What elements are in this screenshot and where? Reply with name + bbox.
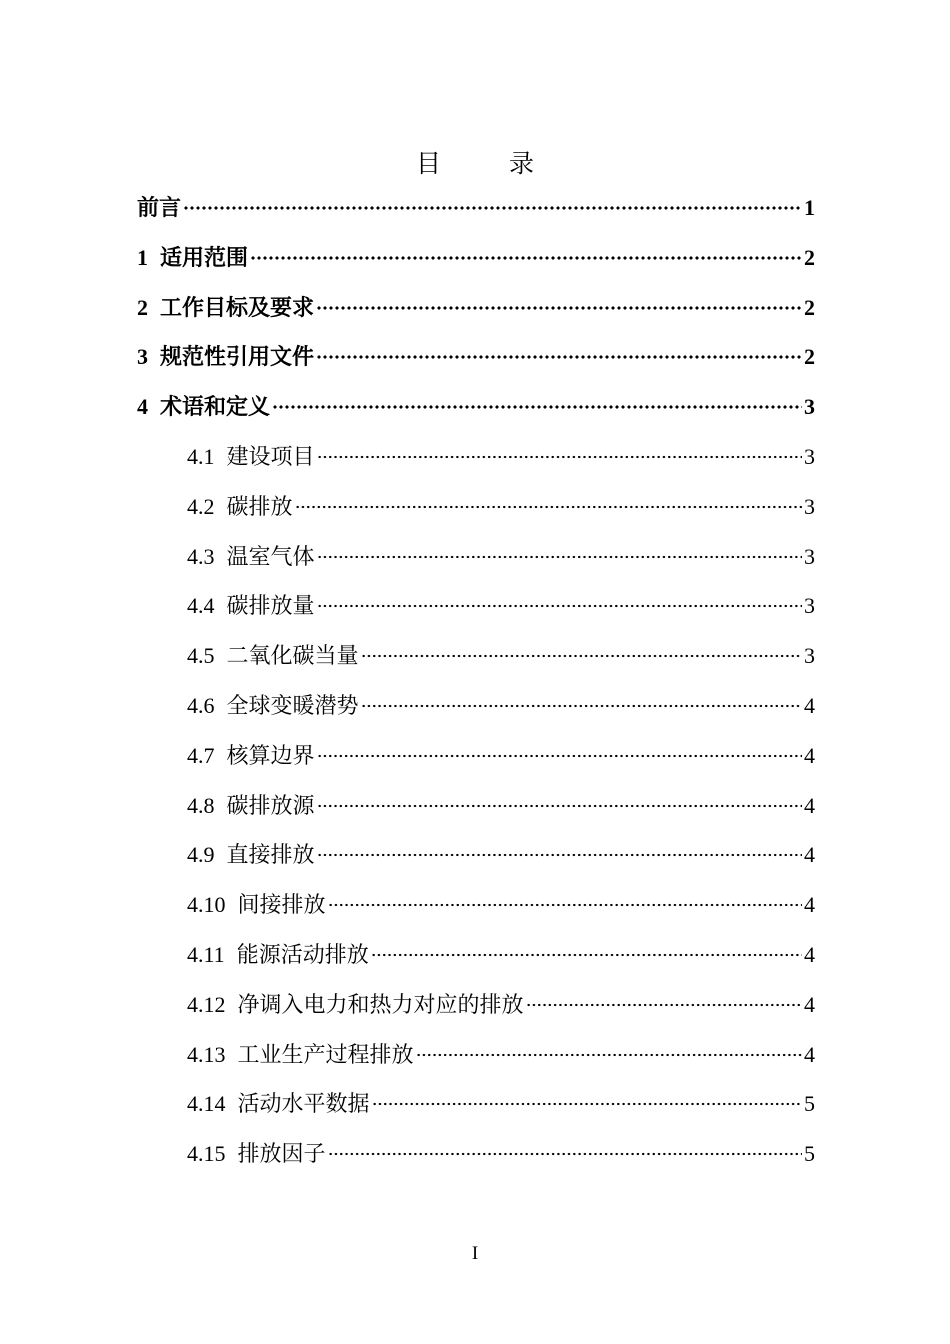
toc-dot-leader [361,645,802,659]
toc-entry-label: 术语和定义 [160,395,271,421]
toc-entry-number: 4.1 [187,444,215,469]
toc-entry[interactable] [187,636,815,676]
toc-entry[interactable] [187,736,815,776]
toc-entry[interactable] [187,1035,815,1075]
toc-entry[interactable] [187,786,815,826]
toc-entry[interactable] [187,437,815,477]
toc-entry-page: 3 [804,394,815,420]
toc-entry-number: 2 [137,294,148,320]
toc-dot-leader [250,247,802,261]
toc-entry-number: 4.11 [187,942,225,967]
toc-entry-label: 碳排放源 [226,793,315,819]
toc-dot-leader [272,396,802,410]
toc-entry-label: 核算边界 [226,743,315,769]
toc-title: 目 录 [416,149,564,178]
toc-entry-label: 碳排放量 [226,594,315,620]
toc-entry[interactable] [187,586,815,626]
toc-dot-leader [361,695,802,709]
toc-entry[interactable] [187,885,815,925]
toc-entry-page: 3 [804,543,815,569]
toc-entry-page: 5 [804,1141,815,1167]
toc-entry-page: 4 [804,742,815,768]
toc-entry-number: 3 [137,344,148,370]
toc-dot-leader [316,297,802,311]
toc-entry[interactable] [187,985,815,1025]
toc-entry-page: 4 [804,792,815,818]
toc-entry-page: 4 [804,991,815,1017]
toc-entry[interactable] [187,1084,815,1124]
toc-entry-number: 1 [137,244,148,270]
toc-entry-label: 活动水平数据 [237,1092,370,1118]
toc-dot-leader [317,595,802,609]
toc-entry-number: 4.14 [187,1091,226,1117]
toc-entry-label: 前言 [137,196,182,221]
toc-entry-page: 2 [804,344,815,370]
toc-entry[interactable] [137,238,815,278]
toc-entry-number: 4.5 [187,643,215,669]
toc-dot-leader [317,795,802,809]
toc-entry[interactable] [187,835,815,875]
toc-dot-leader [371,944,802,958]
toc-dot-leader [317,446,802,460]
toc-entry-number: 4.7 [187,742,215,768]
page-number-footer: I [471,1243,479,1264]
toc-entry-label: 净调入电力和热力对应的排放 [237,992,524,1018]
toc-entry-number: 4.4 [187,593,215,619]
toc-entry-page: 1 [804,195,815,220]
toc-entry-label: 温室气体 [226,544,315,570]
toc-entry-label: 适用范围 [160,245,249,271]
toc-entry-number: 4.2 [187,493,215,519]
toc-entry-label: 排放因子 [237,1142,326,1168]
toc-dot-leader [317,745,802,759]
toc-entry-number: 4.8 [187,792,215,818]
toc-entry-label: 能源活动排放 [236,943,369,968]
toc-entry-number: 4.12 [187,991,226,1017]
toc-entry-page: 3 [804,444,815,469]
toc-entry-label: 直接排放 [226,843,315,869]
toc-entry-label: 间接排放 [237,893,326,919]
toc-entry-label: 规范性引用文件 [160,345,315,371]
toc-entry[interactable] [137,288,815,328]
toc-entry-number: 4.6 [187,693,215,718]
toc-entry-label: 建设项目 [226,445,315,470]
toc-entry[interactable] [187,1134,815,1174]
toc-entry-number: 4 [137,394,148,420]
toc-dot-leader [317,844,802,858]
toc-entry-label: 工作目标及要求 [160,295,315,321]
toc-entry-label: 碳排放 [226,494,293,520]
toc-entry[interactable] [137,188,815,228]
toc-dot-leader [328,894,802,908]
toc-entry-page: 4 [804,693,815,718]
toc-entry-page: 2 [804,294,815,320]
toc-entry[interactable] [137,337,815,377]
toc-entry-page: 2 [804,244,815,270]
toc-dot-leader [416,1044,802,1058]
toc-entry-page: 4 [804,1041,815,1067]
toc-entry-page: 3 [804,493,815,519]
toc-dot-leader [316,346,802,360]
toc-entry-page: 4 [804,942,815,967]
toc-entry[interactable] [187,935,815,975]
toc-entry-page: 4 [804,892,815,918]
toc-dot-leader [328,1143,802,1157]
toc-entry[interactable] [137,387,815,427]
toc-dot-leader [295,496,802,510]
toc-entry[interactable] [187,537,815,577]
toc-entry-number: 4.9 [187,842,215,868]
toc-dot-leader [372,1093,802,1107]
toc-entry-page: 3 [804,593,815,619]
toc-entry-number: 4.10 [187,892,226,918]
toc-entry-number: 4.13 [187,1041,226,1067]
toc-entry-page: 3 [804,643,815,669]
toc-entry-label: 全球变暖潜势 [226,694,359,719]
toc-entry[interactable] [187,487,815,527]
toc-entry-page: 5 [804,1091,815,1117]
toc-dot-leader [317,546,802,560]
toc-entry-page: 4 [804,842,815,868]
toc-entry-label: 工业生产过程排放 [237,1042,414,1068]
toc-entry-label: 二氧化碳当量 [226,644,359,670]
toc-entry-number: 4.3 [187,543,215,569]
toc-dot-leader [526,994,802,1008]
toc-entry-number: 4.15 [187,1141,226,1167]
toc-dot-leader [183,197,802,211]
toc-entry[interactable] [187,686,815,726]
